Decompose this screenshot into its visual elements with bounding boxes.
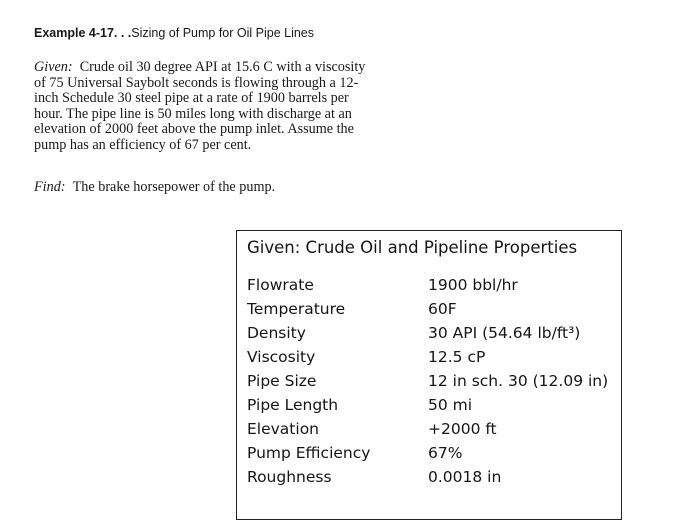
given-line: hour. The pipe line is 50 miles long with discharge at an [34,105,352,122]
table-row [247,468,617,492]
property-value: 12.5 cP [428,348,486,366]
property-value: 60F [428,300,457,318]
property-value: 12 in sch. 30 (12.09 in) [428,372,609,390]
find-paragraph [34,180,444,196]
table-row [247,396,617,420]
find-label: Find: [34,179,66,195]
given-line: elevation of 2000 feet above the pump inlet. Assume the [34,121,354,138]
table-row [247,300,617,324]
table-row [247,420,617,444]
property-name: Pipe Length [247,396,339,414]
example-number: Example 4-17. . . [34,26,132,40]
find-text: The brake horsepower of the pump. [72,179,276,195]
given-line: pump has an efficiency of 67 per cent. [34,136,252,153]
table-row [247,444,617,468]
table-title: Given: Crude Oil and Pipeline Properties [247,238,578,257]
table-row [247,348,617,372]
given-line: of 75 Universal Saybolt seconds is flowing through a 12- [34,74,359,91]
table-row [247,324,617,348]
property-value: 50 mi [428,396,473,414]
property-value: 67% [428,444,463,462]
given-paragraph [34,60,444,154]
given-line: inch Schedule 30 steel pipe at a rate of 1900 barrels per [34,90,349,107]
property-name: Viscosity [247,348,316,366]
property-name: Flowrate [247,276,314,294]
given-text: Crude oil 30 degree API at 15.6 C with a viscosity [79,59,366,75]
property-name: Temperature [247,300,346,318]
property-value: 0.0018 in [428,468,502,486]
given-line [34,60,444,76]
table-row [247,276,617,300]
properties-table [236,230,622,520]
property-name: Roughness [247,468,332,486]
table-row [247,372,617,396]
given-label: Given: [34,59,73,75]
property-value: 1900 bbl/hr [428,276,518,294]
example-heading [34,26,314,40]
property-name: Pump Efficiency [247,444,371,462]
property-name: Elevation [247,420,319,438]
find-line [34,180,444,196]
property-value: +2000 ft [428,420,497,438]
example-title: Sizing of Pump for Oil Pipe Lines [131,26,315,40]
property-name: Density [247,324,306,342]
property-name: Pipe Size [247,372,317,390]
property-value: 30 API (54.64 lb/ft³) [428,324,581,342]
